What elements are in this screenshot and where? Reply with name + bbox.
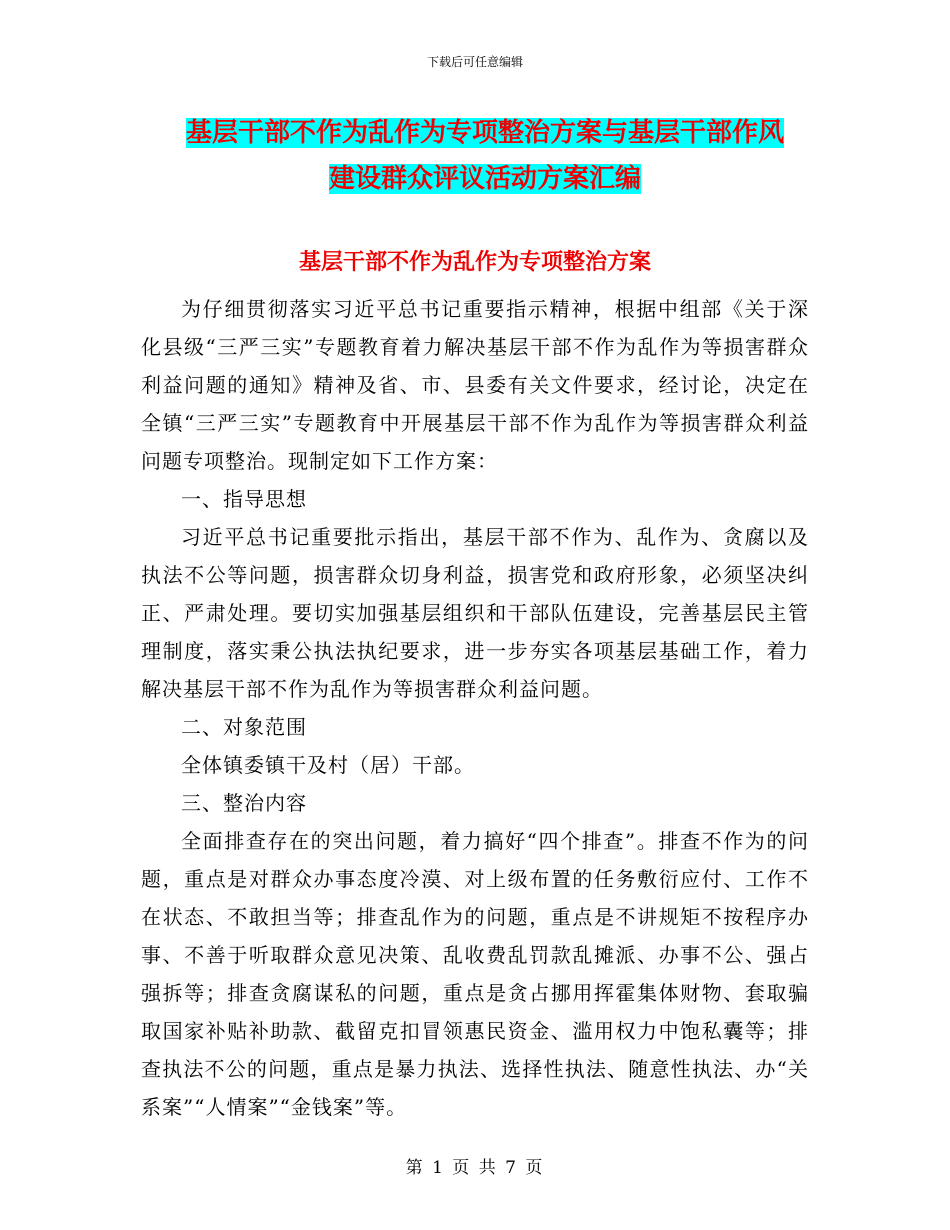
heading-rectification-content: 三、整治内容 — [181, 791, 307, 815]
document-body — [141, 290, 809, 1126]
section-title: 基层干部不作为乱作为专项整治方案 — [298, 250, 651, 275]
page-number: 第 1 页 共 7 页 — [405, 1158, 545, 1178]
document-title — [140, 110, 830, 202]
heading-scope: 二、对象范围 — [181, 715, 307, 739]
header-note: 下载后可任意编辑 — [426, 55, 523, 69]
intro-paragraph: 为仔细贯彻落实习近平总书记重要指示精神，根据中组部《关于深化县级“三严三实”专题教育着力解决基层干部不作为乱作为等损害群众利益问题的通知》精神及省、市、县委有关文件要求，经讨论，决定在全镇“三严三实”专题教育中开展基层干部不作为乱作为等损害群众利益问题专项整治。现制定如下工作方案： — [141, 297, 809, 473]
rectification-content-paragraph: 全面排查存在的突出问题，着力搞好“四个排查”。排查不作为的问题，重点是对群众办事态度冷漠、对上级布置的任务敷衍应付、工作不在状态、不敢担当等；排查乱作为的问题，重点是不讲规矩不按程序办事、不善于听取群众意见决策、乱收费乱罚款乱摊派、办事不公、强占强拆等；排查贪腐谋私的问题，重点是贪占挪用挥霍集体财物、套取骗取国家补贴补助款、截留克扣冒领惠民资金、滥用权力中饱私囊等；排查执法不公的问题，重点是暴力执法、选择性执法、随意性执法、办“关系案”“人情案”“金钱案”等。 — [141, 829, 809, 1119]
heading-guiding-thought: 一、指导思想 — [181, 487, 307, 511]
scope-paragraph: 全体镇委镇干及村（居）干部。 — [181, 753, 475, 777]
document-title-line-1: 基层干部不作为乱作为专项整治方案与基层干部作风 — [185, 118, 784, 148]
document-title-line-2: 建设群众评议活动方案汇编 — [328, 164, 641, 194]
guiding-thought-paragraph: 习近平总书记重要批示指出，基层干部不作为、乱作为、贪腐以及执法不公等问题，损害群众切身利益，损害党和政府形象，必须坚决纠正、严肃处理。要切实加强基层组织和干部队伍建设，完善基层民主管理制度，落实秉公执法执纪要求，进一步夯实各项基层基础工作，着力解决基层干部不作为乱作为等损害群众利益问题。 — [141, 525, 809, 701]
